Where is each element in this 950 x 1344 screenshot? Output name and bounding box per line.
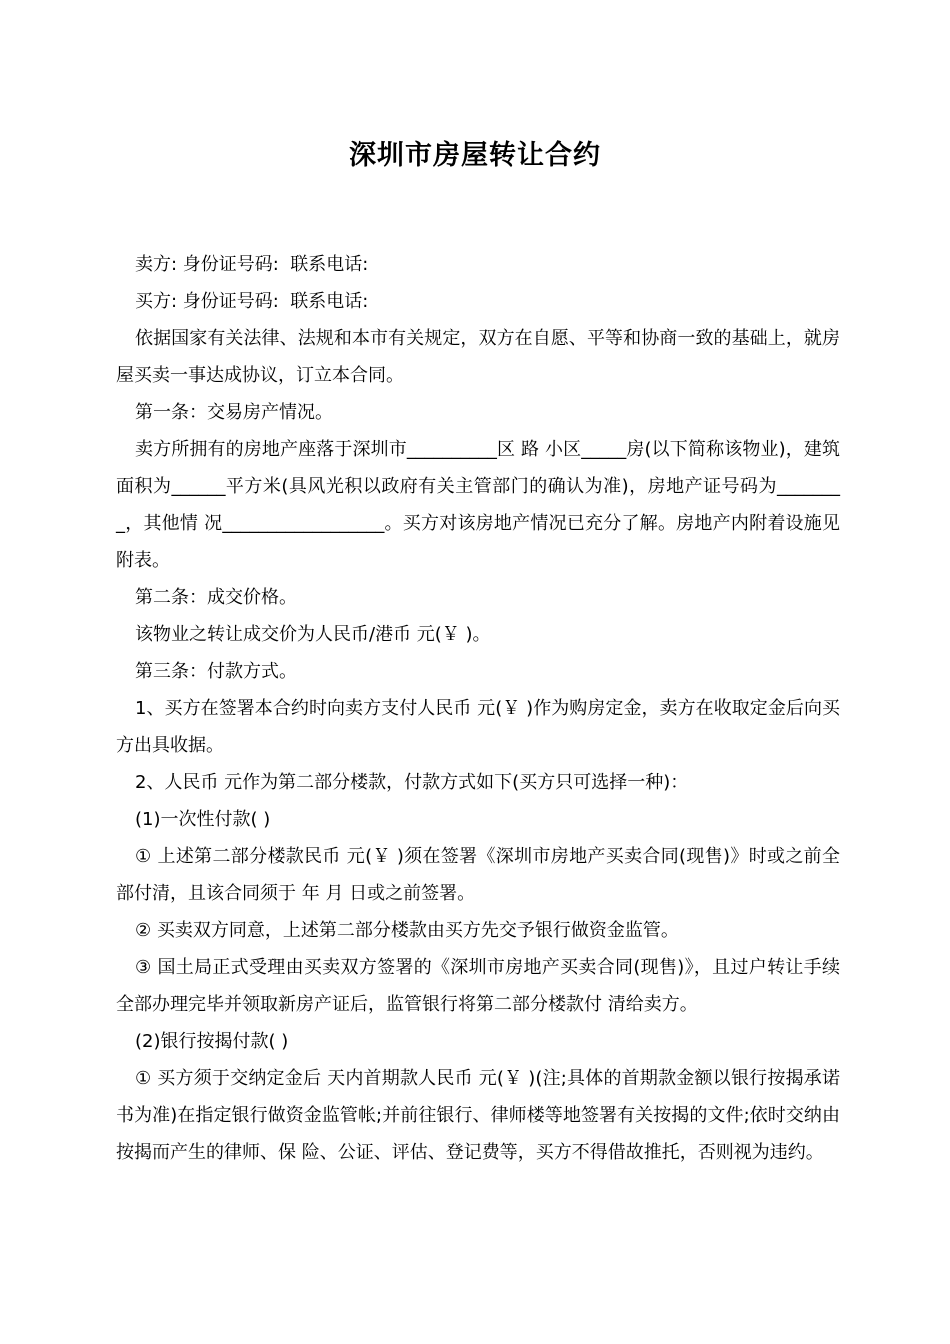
lump-sum-item-3: ③ 国土局正式受理由买卖双方签署的《深圳市房地产买卖合同(现售)》，且过户转让手续全部办理完毕并领取新房产证后，监管银行将第二部分楼款付 清给卖方。 [116, 957, 840, 1015]
deposit-clause: 1、买方在签署本合约时向卖方支付人民币 元(￥ )作为购房定金，卖方在收取定金后向买方出具收据。 [116, 698, 840, 756]
price-paragraph: 该物业之转让成交价为人民币/港币 元(￥ )。 [135, 624, 491, 645]
article-3-heading: 第三条：付款方式。 [135, 661, 297, 682]
document-body [116, 246, 840, 1171]
mortgage-option-heading: (2)银行按揭付款( ) [135, 1031, 289, 1052]
lump-sum-option-heading: (1)一次性付款( ) [135, 809, 271, 830]
property-description-paragraph: 卖方所拥有的房地产座落于深圳市__________区 路 小区_____房(以下简称该物业)，建筑面积为______平方米(具风光积以政府有关主管部门的确认为准)，房地产证号码为________，其他情 况__________________。买方对该房地产情况已充分了解。房地产内附着设施见附表。 [116, 439, 840, 571]
mortgage-item-1: ① 买方须于交纳定金后 天内首期款人民币 元(￥ )(注;具体的首期款金额以银行按揭承诺书为准)在指定银行做资金监管帐;并前往银行、律师楼等地签署有关按揭的文件;依时交纳由按揭而产生的律师、保 险、公证、评估、登记费等，买方不得借故推托，否则视为违约。 [116, 1068, 840, 1163]
document-title: 深圳市房屋转让合约 [349, 140, 601, 171]
lump-sum-item-1: ① 上述第二部分楼款民币 元(￥ )须在签署《深圳市房地产买卖合同(现售)》时或之前全部付清，且该合同须于 年 月 日或之前签署。 [116, 846, 840, 904]
preamble-paragraph: 依据国家有关法律、法规和本市有关规定，双方在自愿、平等和协商一致的基础上，就房屋买卖一事达成协议，订立本合同。 [116, 328, 840, 386]
article-1-heading: 第一条：交易房产情况。 [135, 402, 333, 423]
seller-info-line: 卖方: 身份证号码: 联系电话: [135, 254, 369, 275]
second-payment-clause: 2、人民币 元作为第二部分楼款，付款方式如下(买方只可选择一种)： [135, 772, 689, 793]
lump-sum-item-2: ② 买卖双方同意，上述第二部分楼款由买方先交予银行做资金监管。 [135, 920, 679, 941]
article-2-heading: 第二条：成交价格。 [135, 587, 297, 608]
buyer-info-line: 买方: 身份证号码: 联系电话: [135, 291, 369, 312]
